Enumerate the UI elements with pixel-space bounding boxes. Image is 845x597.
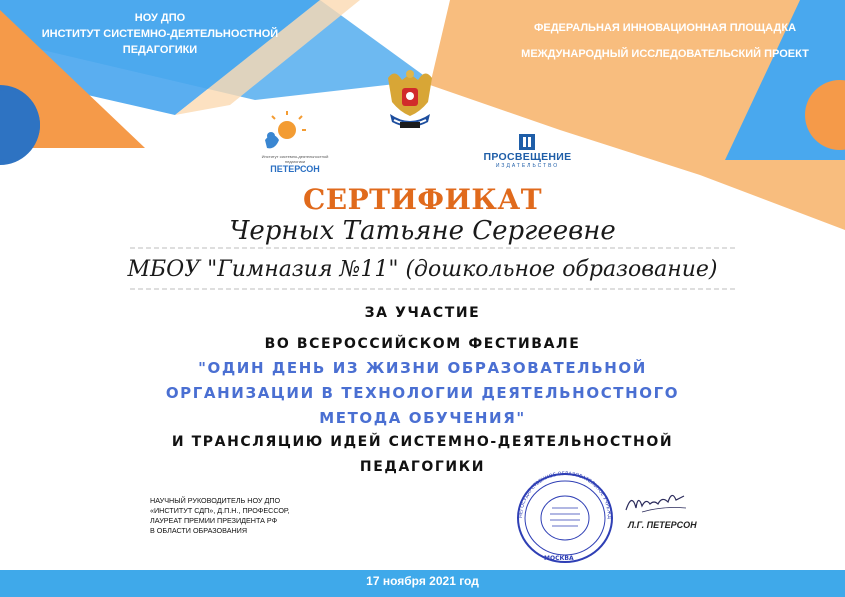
text-pedagogy: ПЕДАГОГИКИ bbox=[359, 459, 486, 475]
festival-name-line3: МЕТОДА ОБУЧЕНИЯ" bbox=[319, 409, 526, 427]
official-stamp-icon bbox=[512, 470, 618, 566]
stamp-city: МОСКВА bbox=[544, 555, 574, 562]
festival-name-line1: "ОДИН ДЕНЬ ИЗ ЖИЗНИ ОБРАЗОВАТЕЛЬНОЙ bbox=[198, 359, 647, 377]
header-right-line2: МЕЖДУНАРОДНЫЙ ИССЛЕДОВАТЕЛЬСКИЙ ПРОЕКТ bbox=[521, 48, 809, 60]
header-left bbox=[15, 10, 305, 58]
peterson-small-text: Институт системно-деятельностной педагогики bbox=[261, 154, 329, 164]
stamp-ring-text: НЕГОСУДАРСТВЕННОЕ ОБРАЗОВАТЕЛЬНОЕ УЧРЕЖД bbox=[517, 470, 613, 520]
peterson-logo-text bbox=[255, 154, 335, 174]
signer-role-line1: НАУЧНЫЙ РУКОВОДИТЕЛЬ НОУ ДПО bbox=[150, 496, 281, 505]
prosveshchenie-name: ПРОСВЕЩЕНИЕ bbox=[483, 151, 572, 163]
signer-role-line4: В ОБЛАСТИ ОБРАЗОВАНИЯ bbox=[150, 526, 248, 535]
text-participation: ЗА УЧАСТИЕ bbox=[364, 305, 481, 321]
coat-of-arms-icon bbox=[380, 66, 440, 136]
text-festival-intro: ВО ВСЕРОССИЙСКОМ ФЕСТИВАЛЕ bbox=[264, 336, 581, 352]
text-translation: И ТРАНСЛЯЦИЮ ИДЕЙ СИСТЕМНО-ДЕЯТЕЛЬНОСТНОЙ bbox=[171, 434, 674, 450]
header-left-line3: ПЕДАГОГИКИ bbox=[122, 44, 198, 56]
signature-icon bbox=[622, 486, 692, 518]
prosveshchenie-logo bbox=[470, 133, 585, 169]
signer-role bbox=[150, 496, 350, 536]
festival-name-line2: ОРГАНИЗАЦИИ В ТЕХНОЛОГИИ ДЕЯТЕЛЬНОСТНОГО bbox=[165, 384, 680, 402]
peterson-big-text: ПЕТЕРСОН bbox=[270, 164, 320, 174]
certificate-title: СЕРТИФИКАТ bbox=[302, 183, 543, 216]
prosveshchenie-sub: ИЗДАТЕЛЬСТВО bbox=[495, 163, 560, 169]
recipient-organization: МБОУ "Гимназия №11" (дошкольное образование) bbox=[127, 257, 718, 282]
header-left-line2: ИНСТИТУТ СИСТЕМНО-ДЕЯТЕЛЬНОСТНОЙ bbox=[41, 28, 279, 40]
header-right bbox=[490, 15, 840, 67]
certificate-date: 17 ноября 2021 год bbox=[366, 574, 479, 588]
book-icon bbox=[517, 133, 537, 151]
signer-name: Л.Г. ПЕТЕРСОН bbox=[628, 520, 697, 530]
recipient-name: Черных Татьяне Сергеевне bbox=[229, 216, 616, 246]
header-left-line1: НОУ ДПО bbox=[134, 12, 186, 24]
signer-role-line3: ЛАУРЕАТ ПРЕМИИ ПРЕЗИДЕНТА РФ bbox=[150, 516, 278, 525]
header-right-line1: ФЕДЕРАЛЬНАЯ ИННОВАЦИОННАЯ ПЛОЩАДКА bbox=[533, 22, 797, 34]
signer-role-line2: «ИНСТИТУТ СДП», Д.П.Н., ПРОФЕССОР, bbox=[150, 506, 290, 515]
